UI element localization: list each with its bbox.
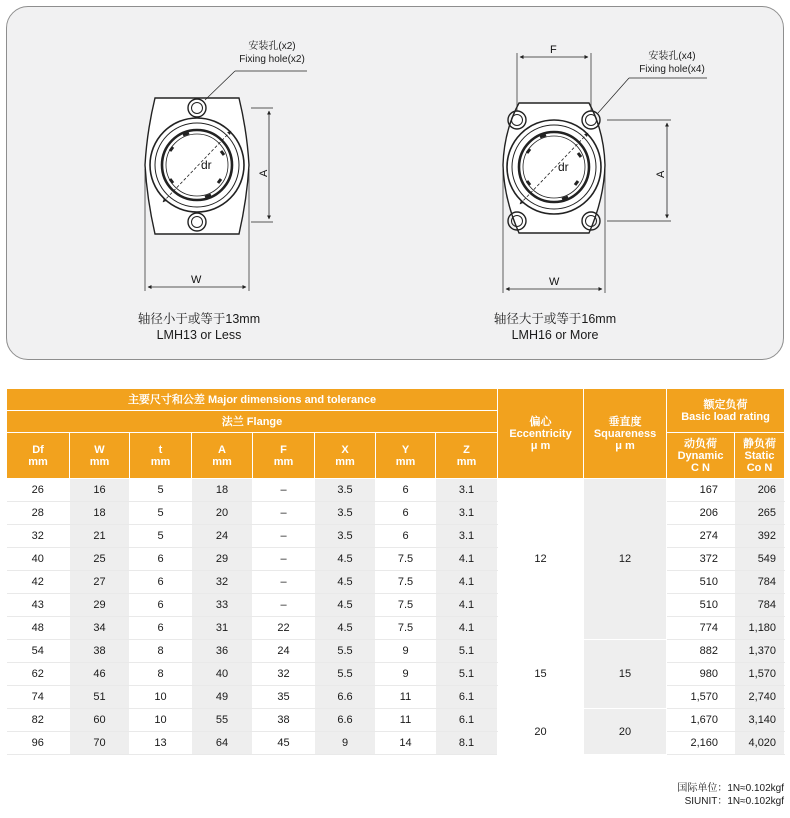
table-cell: 8 xyxy=(130,663,192,686)
unit-note-cn: 国际单位：1N≈0.102kgf xyxy=(677,783,784,794)
eccentricity-cell: 12 xyxy=(498,479,584,640)
table-cell: – xyxy=(253,548,315,571)
table-cell: 29 xyxy=(192,548,253,571)
table-cell: 82 xyxy=(7,709,70,732)
dim-label-a: A xyxy=(258,169,270,177)
table-cell-static: 3,140 xyxy=(735,709,785,732)
table-cell-dynamic: 882 xyxy=(667,640,735,663)
table-cell: 38 xyxy=(70,640,130,663)
dimensions-table xyxy=(6,388,785,755)
table-cell: 4.5 xyxy=(315,571,376,594)
table-cell: 14 xyxy=(376,732,436,755)
table-row xyxy=(7,548,785,571)
col-header-x: X mm xyxy=(315,433,376,479)
squareness-cell: 20 xyxy=(584,709,667,755)
table-cell-static: 4,020 xyxy=(735,732,785,755)
table-cell: 6 xyxy=(130,548,192,571)
table-cell: 49 xyxy=(192,686,253,709)
table-cell: 24 xyxy=(192,525,253,548)
table-cell: 5.1 xyxy=(436,663,498,686)
header-major-dimensions: 主要尺寸和公差 Major dimensions and tolerance xyxy=(7,389,498,411)
table-cell-dynamic: 167 xyxy=(667,479,735,502)
table-cell: 13 xyxy=(130,732,192,755)
table-cell: – xyxy=(253,502,315,525)
table-cell: 20 xyxy=(192,502,253,525)
callout-en: Fixing hole(x2) xyxy=(239,54,305,65)
table-cell: 6 xyxy=(130,617,192,640)
table-cell: 6.6 xyxy=(315,709,376,732)
col-header-a: A mm xyxy=(192,433,253,479)
table-cell: 96 xyxy=(7,732,70,755)
table-body xyxy=(7,479,785,755)
table-row xyxy=(7,502,785,525)
table-cell: 28 xyxy=(7,502,70,525)
table-cell: 55 xyxy=(192,709,253,732)
table-cell: 3.5 xyxy=(315,479,376,502)
table-cell: 27 xyxy=(70,571,130,594)
table-cell: 18 xyxy=(192,479,253,502)
table-cell-dynamic: 2,160 xyxy=(667,732,735,755)
table-cell: 48 xyxy=(7,617,70,640)
table-cell: 10 xyxy=(130,709,192,732)
table-cell: 11 xyxy=(376,686,436,709)
flange-four-hole-drawing xyxy=(503,53,707,293)
caption-cn: 轴径大于或等于16mm xyxy=(493,312,617,326)
table-cell: 16 xyxy=(70,479,130,502)
table-cell: 26 xyxy=(7,479,70,502)
table-row xyxy=(7,617,785,640)
table-row xyxy=(7,640,785,663)
dim-label-dr: dr xyxy=(558,160,569,174)
callout-en: Fixing hole(x4) xyxy=(639,64,705,75)
table-cell-static: 392 xyxy=(735,525,785,548)
table-cell: 3.5 xyxy=(315,502,376,525)
table-cell: 4.1 xyxy=(436,617,498,640)
table-cell: 6.1 xyxy=(436,709,498,732)
table-cell: 45 xyxy=(253,732,315,755)
header-basic-load-rating: 额定负荷 Basic load rating xyxy=(667,389,785,433)
squareness-cell: 12 xyxy=(584,479,667,640)
table-cell: 21 xyxy=(70,525,130,548)
table-cell: 32 xyxy=(7,525,70,548)
table-cell: 6.1 xyxy=(436,686,498,709)
table-cell: – xyxy=(253,594,315,617)
header-eccentricity: 偏心 Eccentricity μ m xyxy=(498,389,584,479)
table-row xyxy=(7,709,785,732)
table-cell: – xyxy=(253,571,315,594)
fixing-hole-callout-left xyxy=(227,40,317,66)
table-cell: 7.5 xyxy=(376,594,436,617)
header-flange: 法兰 Flange xyxy=(7,411,498,433)
table-cell: 29 xyxy=(70,594,130,617)
table-cell: 3.1 xyxy=(436,502,498,525)
table-cell-dynamic: 372 xyxy=(667,548,735,571)
table-cell: 22 xyxy=(253,617,315,640)
caption-cn: 轴径小于或等于13mm xyxy=(137,312,261,326)
table-cell: 33 xyxy=(192,594,253,617)
table-cell-dynamic: 774 xyxy=(667,617,735,640)
table-cell: 6 xyxy=(130,571,192,594)
table-cell: 18 xyxy=(70,502,130,525)
fixing-hole-callout-right xyxy=(625,50,719,76)
callout-cn: 安装孔(x4) xyxy=(648,51,696,62)
table-cell: 51 xyxy=(70,686,130,709)
table-cell-dynamic: 1,670 xyxy=(667,709,735,732)
table-cell: 4.5 xyxy=(315,594,376,617)
table-cell-static: 784 xyxy=(735,594,785,617)
table-cell: 7.5 xyxy=(376,548,436,571)
table-cell-static: 206 xyxy=(735,479,785,502)
table-cell: 9 xyxy=(376,640,436,663)
caption-en: LMH13 or Less xyxy=(156,328,242,342)
table-row xyxy=(7,594,785,617)
table-cell: 6.6 xyxy=(315,686,376,709)
table-cell: 5.5 xyxy=(315,663,376,686)
table-cell: 35 xyxy=(253,686,315,709)
table-row xyxy=(7,686,785,709)
table-cell-dynamic: 510 xyxy=(667,594,735,617)
table-cell: – xyxy=(253,525,315,548)
col-header-z: Z mm xyxy=(436,433,498,479)
table-cell: 6 xyxy=(376,525,436,548)
eccentricity-cell: 20 xyxy=(498,709,584,755)
col-header-t: t mm xyxy=(130,433,192,479)
caption-left xyxy=(89,311,309,343)
table-cell: 6 xyxy=(130,594,192,617)
col-header-w: W mm xyxy=(70,433,130,479)
header-squareness: 垂直度 Squareness μ m xyxy=(584,389,667,479)
table-cell: – xyxy=(253,479,315,502)
table-cell: 11 xyxy=(376,709,436,732)
table-cell: 5 xyxy=(130,479,192,502)
table-cell-dynamic: 1,570 xyxy=(667,686,735,709)
table-cell: 9 xyxy=(376,663,436,686)
table-cell: 8.1 xyxy=(436,732,498,755)
table-cell: 5.1 xyxy=(436,640,498,663)
unit-note-en: SIUNIT：1N≈0.102kgf xyxy=(684,796,784,807)
table-cell: 5 xyxy=(130,525,192,548)
eccentricity-cell: 15 xyxy=(498,640,584,709)
table-cell: 9 xyxy=(315,732,376,755)
table-cell: 40 xyxy=(192,663,253,686)
table-cell: 5.5 xyxy=(315,640,376,663)
table-cell: 31 xyxy=(192,617,253,640)
col-header-df: Df mm xyxy=(7,433,70,479)
table-cell: 54 xyxy=(7,640,70,663)
caption-right xyxy=(445,311,665,343)
table-row xyxy=(7,571,785,594)
table-cell: 3.5 xyxy=(315,525,376,548)
table-cell-static: 1,180 xyxy=(735,617,785,640)
table-cell: 36 xyxy=(192,640,253,663)
table-row xyxy=(7,732,785,755)
table-cell: 70 xyxy=(70,732,130,755)
table-cell: 4.1 xyxy=(436,548,498,571)
dim-label-dr: dr xyxy=(201,158,212,172)
table-cell: 40 xyxy=(7,548,70,571)
table-cell: 32 xyxy=(192,571,253,594)
table-row xyxy=(7,479,785,502)
table-cell: 32 xyxy=(253,663,315,686)
table-cell: 60 xyxy=(70,709,130,732)
callout-cn: 安装孔(x2) xyxy=(248,41,296,52)
table-cell-dynamic: 510 xyxy=(667,571,735,594)
table-cell-static: 1,570 xyxy=(735,663,785,686)
table-cell: 3.1 xyxy=(436,479,498,502)
table-cell: 38 xyxy=(253,709,315,732)
table-cell: 5 xyxy=(130,502,192,525)
squareness-cell: 15 xyxy=(584,640,667,709)
table-cell: 7.5 xyxy=(376,571,436,594)
table-cell: 10 xyxy=(130,686,192,709)
dim-label-a: A xyxy=(655,170,667,178)
col-header-dynamic: 动负荷 Dynamic C N xyxy=(667,433,735,479)
table-cell: 4.5 xyxy=(315,548,376,571)
table-cell-static: 2,740 xyxy=(735,686,785,709)
dim-label-w: W xyxy=(191,274,202,286)
table-cell-static: 784 xyxy=(735,571,785,594)
table-cell: 4.1 xyxy=(436,571,498,594)
table-cell: 74 xyxy=(7,686,70,709)
col-header-static: 静负荷 Static Co N xyxy=(735,433,785,479)
col-header-f: F mm xyxy=(253,433,315,479)
table-cell: 42 xyxy=(7,571,70,594)
table-cell: 34 xyxy=(70,617,130,640)
table-cell: 6 xyxy=(376,502,436,525)
table-cell: 46 xyxy=(70,663,130,686)
flange-two-hole-drawing xyxy=(145,71,307,291)
table-cell: 3.1 xyxy=(436,525,498,548)
caption-en: LMH16 or More xyxy=(511,328,599,342)
dim-label-w: W xyxy=(549,276,560,288)
table-cell-dynamic: 980 xyxy=(667,663,735,686)
table-cell: 62 xyxy=(7,663,70,686)
table-cell-dynamic: 274 xyxy=(667,525,735,548)
table-cell: 8 xyxy=(130,640,192,663)
table-cell: 4.5 xyxy=(315,617,376,640)
table-cell: 7.5 xyxy=(376,617,436,640)
table-cell: 25 xyxy=(70,548,130,571)
table-row xyxy=(7,663,785,686)
table-cell-static: 265 xyxy=(735,502,785,525)
table-cell: 4.1 xyxy=(436,594,498,617)
table-row xyxy=(7,525,785,548)
table-cell: 24 xyxy=(253,640,315,663)
table-cell: 6 xyxy=(376,479,436,502)
table-cell: 64 xyxy=(192,732,253,755)
drawing-panel xyxy=(6,6,784,360)
col-header-y: Y mm xyxy=(376,433,436,479)
table-cell-static: 1,370 xyxy=(735,640,785,663)
table-cell-static: 549 xyxy=(735,548,785,571)
table-cell-dynamic: 206 xyxy=(667,502,735,525)
dim-label-f: F xyxy=(550,44,557,56)
table-cell: 43 xyxy=(7,594,70,617)
